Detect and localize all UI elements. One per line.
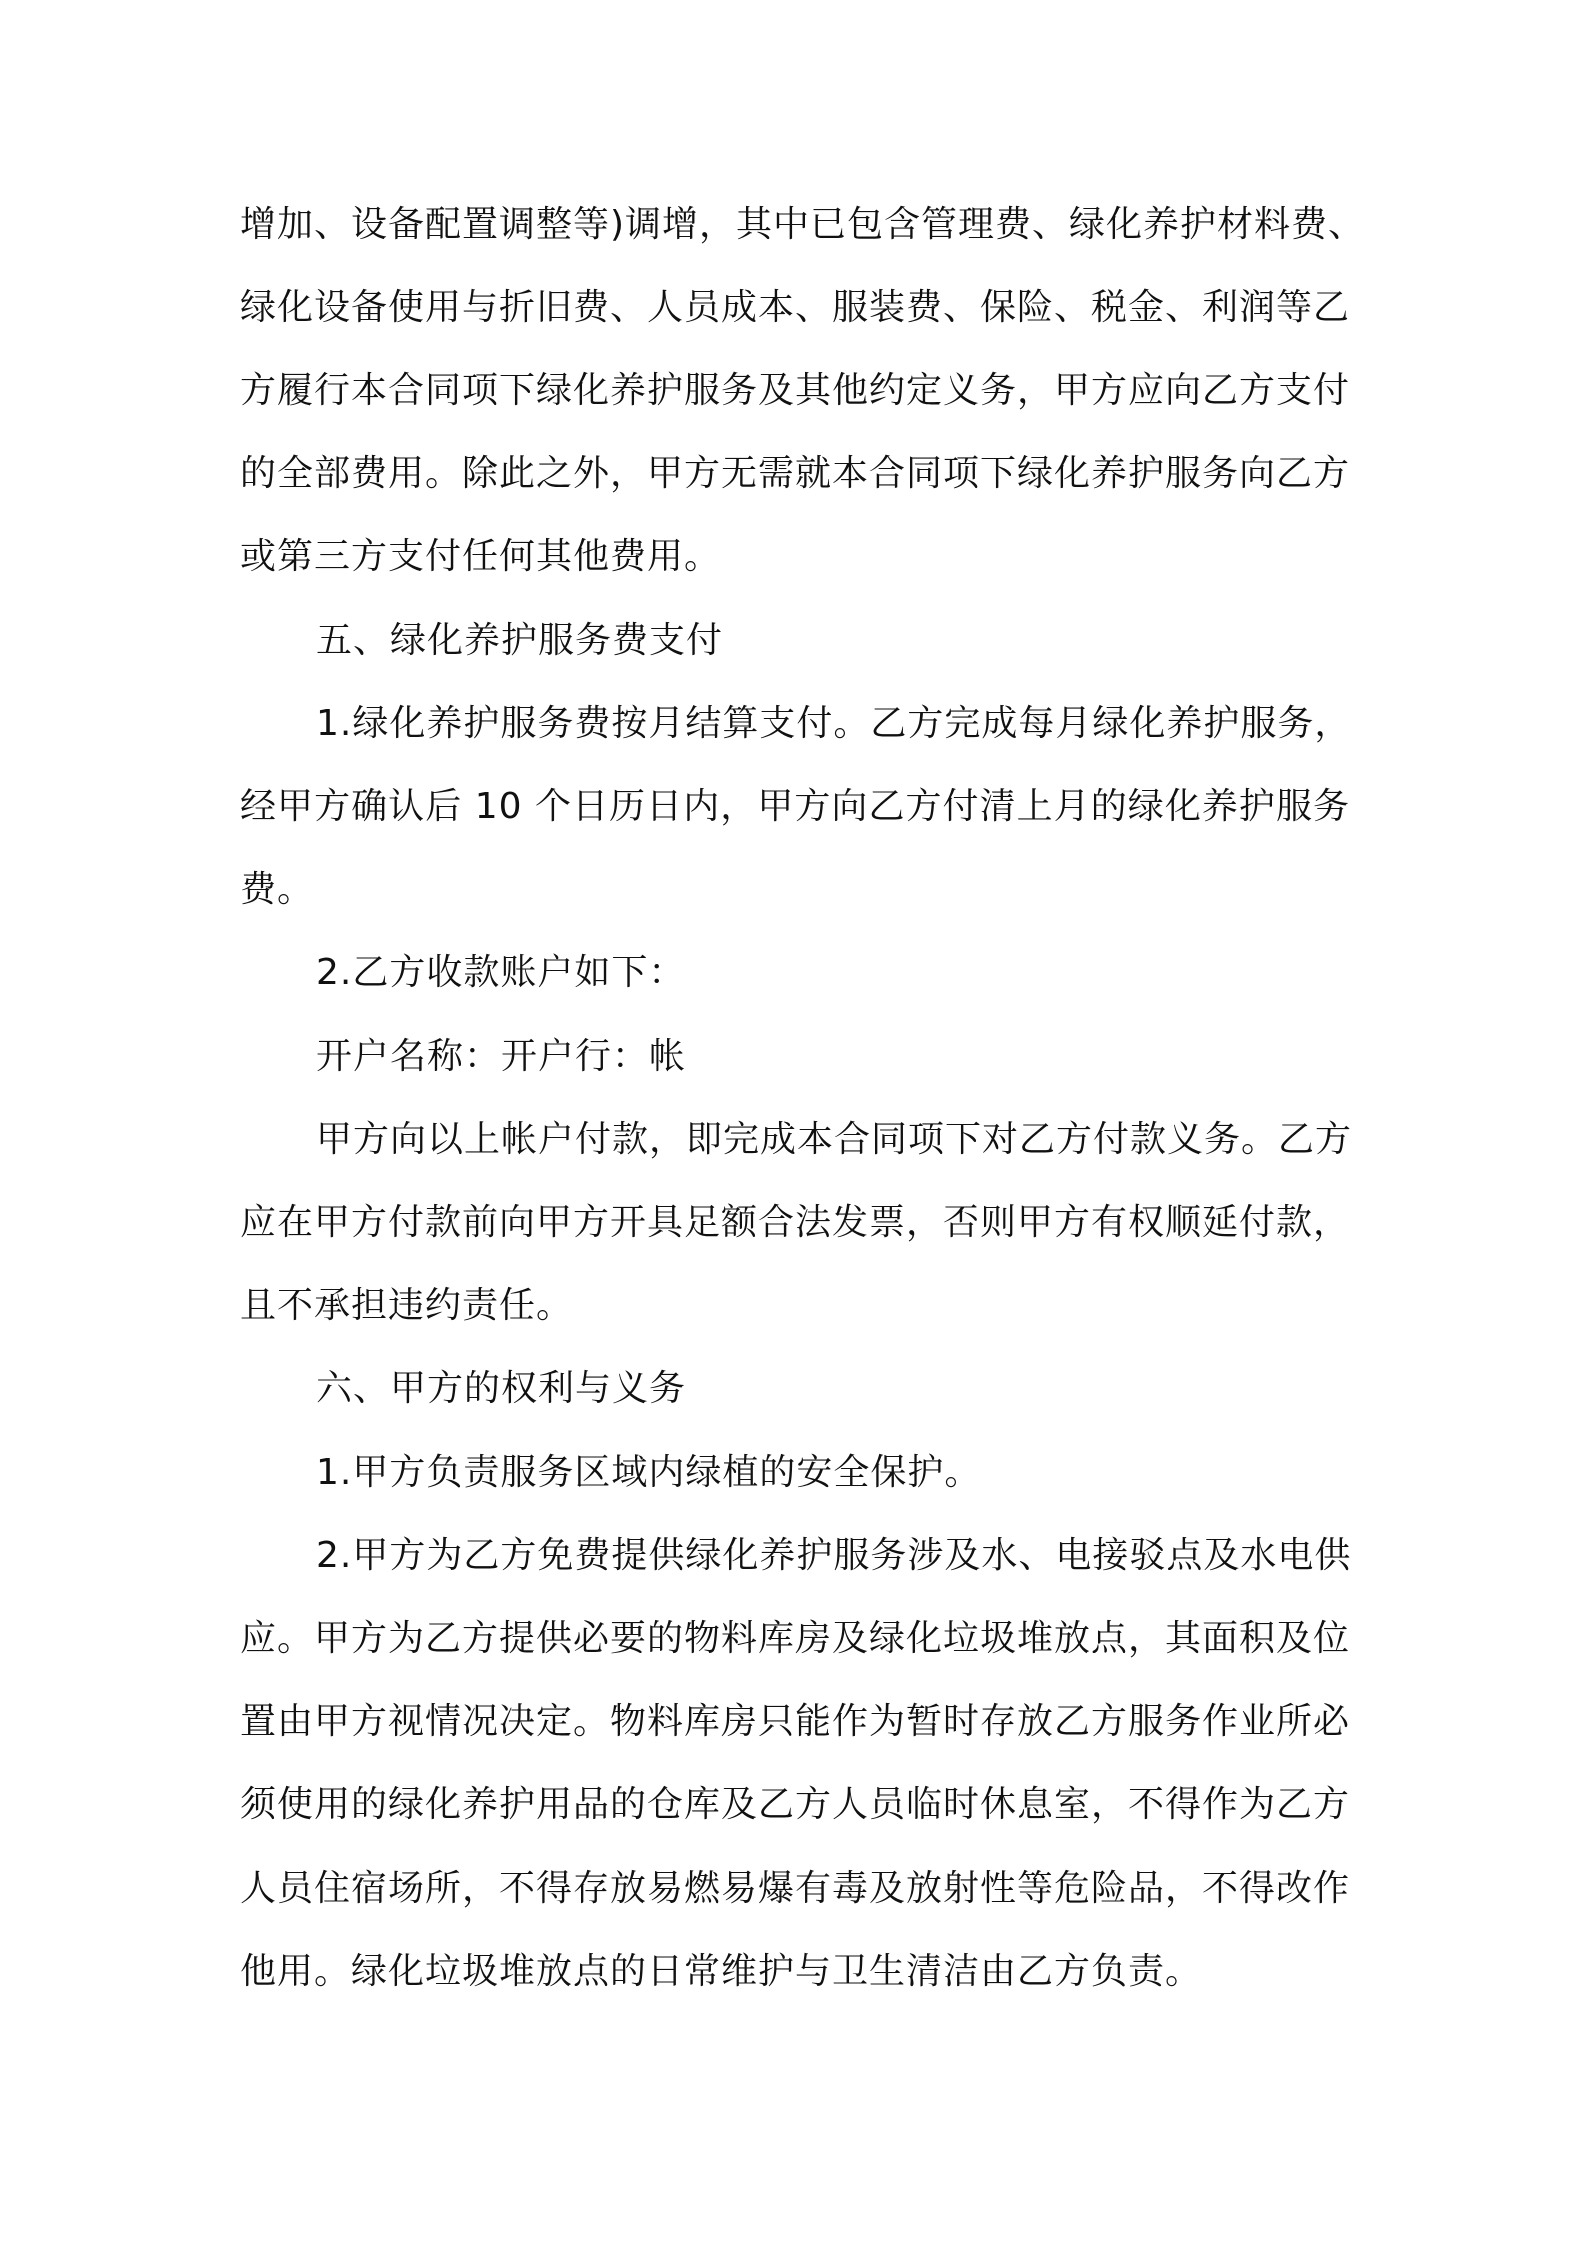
body-line: 应。甲方为乙方提供必要的物料库房及绿化垃圾堆放点，其面积及位 [240, 1618, 1351, 1659]
body-line: 增加、设备配置调整等)调增，其中已包含管理费、绿化养护材料费、 [240, 204, 1366, 245]
body-line: 2.乙方收款账户如下： [316, 952, 686, 993]
section-heading-5: 五、绿化养护服务费支付 [316, 620, 724, 661]
body-line: 置由甲方视情况决定。物料库房只能作为暂时存放乙方服务作业所必 [240, 1701, 1351, 1742]
body-line: 且不承担违约责任。 [240, 1285, 574, 1326]
section-heading-6: 六、甲方的权利与义务 [316, 1368, 687, 1409]
body-line: 经甲方确认后 10 个日历日内，甲方向乙方付清上月的绿化养护服务 [240, 786, 1350, 827]
body-line: 绿化设备使用与折旧费、人员成本、服装费、保险、税金、利润等乙 [240, 287, 1351, 328]
body-line: 1.甲方负责服务区域内绿植的安全保护。 [316, 1452, 982, 1493]
body-line: 应在甲方付款前向甲方开具足额合法发票，否则甲方有权顺延付款， [240, 1202, 1351, 1243]
body-line: 人员住宿场所，不得存放易燃易爆有毒及放射性等危险品，不得改作 [240, 1868, 1351, 1909]
body-line: 甲方向以上帐户付款，即完成本合同项下对乙方付款义务。乙方 [316, 1119, 1353, 1160]
body-line: 费。 [240, 869, 315, 910]
body-line: 的全部费用。除此之外，甲方无需就本合同项下绿化养护服务向乙方 [240, 453, 1351, 494]
body-line: 或第三方支付任何其他费用。 [240, 536, 722, 577]
account-info-line: 开户名称：开户行：帐 [316, 1036, 687, 1077]
body-line: 他用。绿化垃圾堆放点的日常维护与卫生清洁由乙方负责。 [240, 1951, 1203, 1992]
body-line: 方履行本合同项下绿化养护服务及其他约定义务，甲方应向乙方支付 [240, 370, 1351, 411]
body-line: 2.甲方为乙方免费提供绿化养护服务涉及水、电接驳点及水电供 [316, 1535, 1352, 1576]
body-line: 须使用的绿化养护用品的仓库及乙方人员临时休息室，不得作为乙方 [240, 1784, 1351, 1825]
body-line: 1.绿化养护服务费按月结算支付。乙方完成每月绿化养护服务， [316, 703, 1352, 744]
